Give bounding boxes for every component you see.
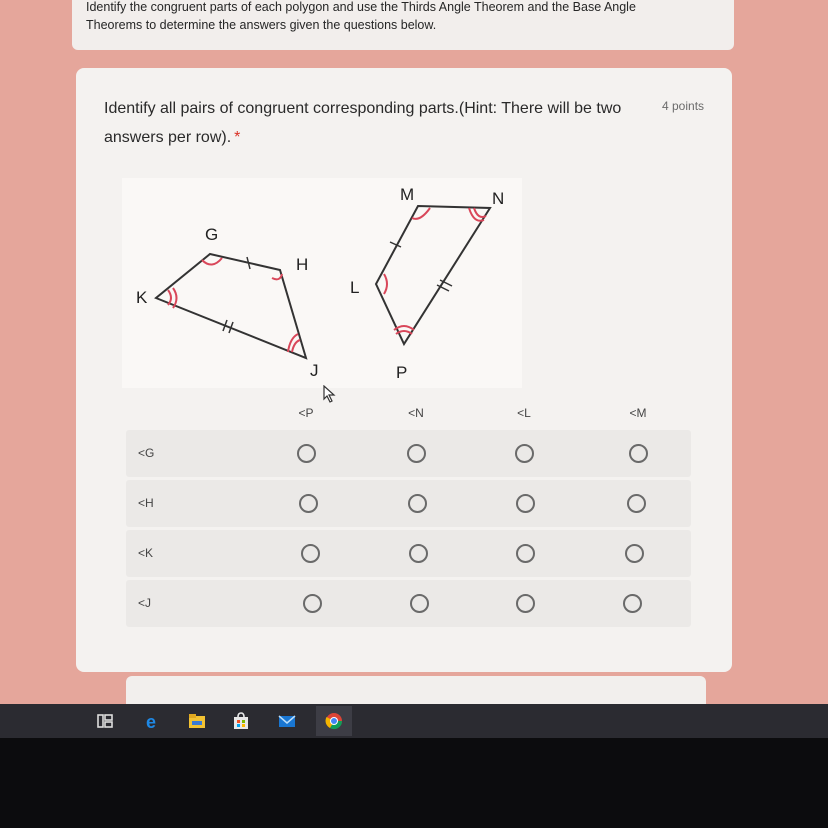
store-icon[interactable] bbox=[232, 712, 250, 730]
polygon-figure bbox=[122, 178, 522, 388]
row-label-k: <K bbox=[138, 546, 154, 560]
vertex-label-m: M bbox=[400, 185, 415, 204]
vertex-label-l: L bbox=[350, 278, 360, 297]
angle-arc-k-1 bbox=[168, 290, 171, 305]
instructions-line-2: Theorems to determine the answers given the questions below. bbox=[86, 18, 437, 32]
svg-text:e: e bbox=[146, 712, 157, 730]
vertex-label-j: J bbox=[310, 361, 319, 380]
row-label-j: <J bbox=[138, 596, 152, 610]
radio-k-m[interactable] bbox=[625, 544, 644, 563]
quadrilateral-mnpl bbox=[376, 206, 490, 344]
angle-arc-j-1 bbox=[292, 340, 300, 352]
grid-header bbox=[126, 398, 691, 430]
radio-j-l[interactable] bbox=[516, 594, 535, 613]
vertex-label-n: N bbox=[492, 189, 505, 208]
required-asterisk: * bbox=[234, 129, 241, 146]
vertex-label-h: H bbox=[296, 255, 309, 274]
radio-k-l[interactable] bbox=[516, 544, 535, 563]
row-label-h: <H bbox=[138, 496, 154, 510]
mail-icon[interactable] bbox=[278, 712, 296, 730]
angle-arc-l bbox=[384, 274, 387, 294]
column-header-p: <P bbox=[298, 406, 314, 420]
polygons-diagram bbox=[122, 178, 522, 388]
instructions-line-1: Identify the congruent parts of each polygon and use the Thirds Angle Theorem and the Base Angle bbox=[86, 0, 636, 14]
mouse-cursor-icon bbox=[323, 385, 337, 403]
question-title bbox=[104, 94, 652, 152]
grid-row-k bbox=[126, 530, 691, 577]
radio-h-p[interactable] bbox=[299, 494, 318, 513]
question-text: Identify all pairs of congruent corresponding parts.(Hint: There will be two answers per row). bbox=[104, 100, 622, 146]
grid-row-h bbox=[126, 480, 691, 527]
radio-j-p[interactable] bbox=[303, 594, 322, 613]
vertex-label-k: K bbox=[136, 288, 148, 307]
radio-h-m[interactable] bbox=[627, 494, 646, 513]
row-label-g: <G bbox=[138, 446, 155, 460]
radio-g-m[interactable] bbox=[629, 444, 648, 463]
column-header-l: <L bbox=[517, 406, 531, 420]
windows-taskbar bbox=[0, 704, 828, 738]
column-header-m: <M bbox=[629, 406, 647, 420]
radio-k-p[interactable] bbox=[301, 544, 320, 563]
question-card bbox=[76, 68, 732, 672]
instructions-card bbox=[72, 0, 734, 50]
grid-row-g bbox=[126, 430, 691, 477]
file-explorer-icon[interactable] bbox=[188, 712, 206, 730]
edge-icon[interactable] bbox=[145, 712, 163, 730]
vertex-label-p: P bbox=[396, 363, 408, 382]
angle-arc-p-1 bbox=[396, 331, 412, 334]
radio-g-p[interactable] bbox=[297, 444, 316, 463]
points-label: 4 points bbox=[662, 99, 705, 113]
radio-j-n[interactable] bbox=[410, 594, 429, 613]
radio-h-n[interactable] bbox=[408, 494, 427, 513]
task-view-icon[interactable] bbox=[96, 712, 114, 730]
radio-g-l[interactable] bbox=[515, 444, 534, 463]
radio-k-n[interactable] bbox=[409, 544, 428, 563]
column-header-n: <N bbox=[408, 406, 424, 420]
radio-g-n[interactable] bbox=[407, 444, 426, 463]
grid-row-j bbox=[126, 580, 691, 627]
multiple-choice-grid bbox=[126, 398, 691, 630]
chrome-icon[interactable] bbox=[325, 712, 343, 730]
radio-h-l[interactable] bbox=[516, 494, 535, 513]
vertex-label-g: G bbox=[205, 225, 219, 244]
quadrilateral-ghjk bbox=[156, 254, 309, 358]
monitor-bezel bbox=[0, 738, 828, 828]
radio-j-m[interactable] bbox=[623, 594, 642, 613]
